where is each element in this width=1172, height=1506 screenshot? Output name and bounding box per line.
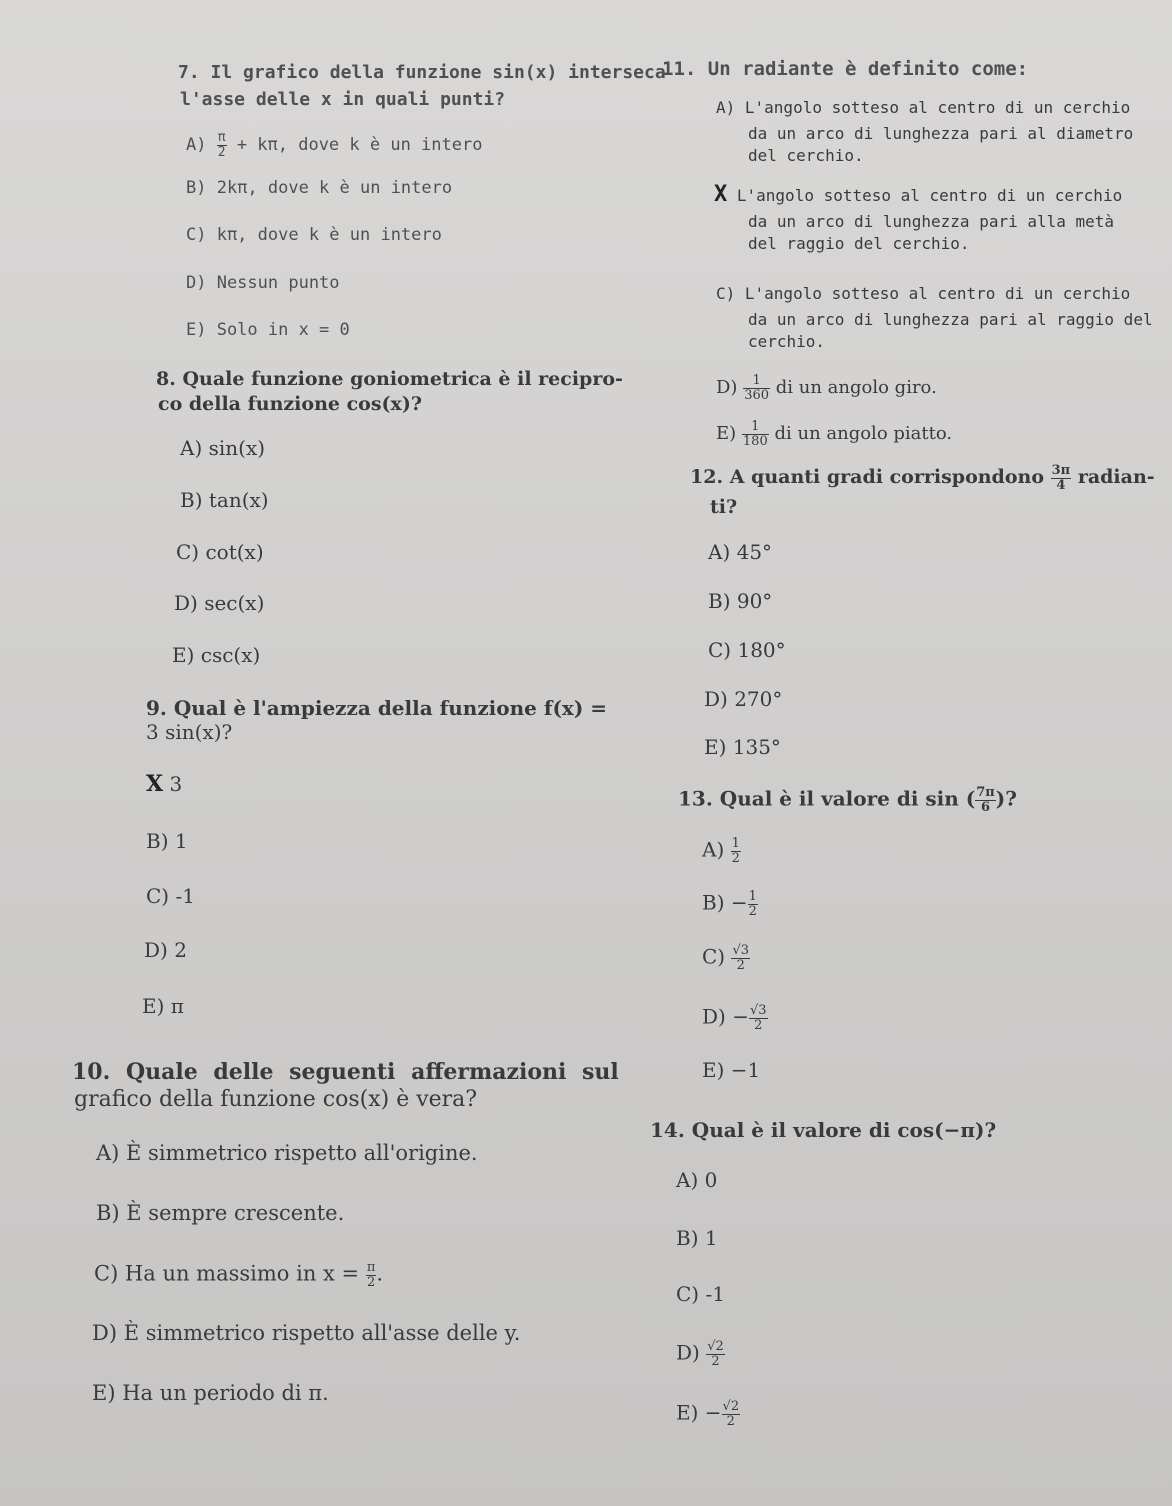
q14-text: Qual è il valore di cos(−π)? xyxy=(691,1118,997,1142)
q11-option-b-line1: X L'angolo sotteso al centro di un cerchio xyxy=(714,182,1123,207)
q7-option-e: E) Solo in x = 0 xyxy=(186,320,350,340)
q8-option-d: D) sec(x) xyxy=(174,591,265,615)
q7-text-line1: Il grafico della funzione sin(x) interseca xyxy=(210,62,666,83)
q11-option-d: D) $\frac{1}{360}$ di un angolo giro. xyxy=(716,373,937,403)
q11-option-c-line2: da un arco di lunghezza pari al raggio del xyxy=(748,310,1153,329)
q11-option-c-line1: C) L'angolo sotteso al centro di un cerchio xyxy=(716,284,1131,303)
q11-option-b-line3: del raggio del cerchio. xyxy=(748,234,970,253)
q12-number: 12. xyxy=(690,466,724,489)
q13-question: 13. Qual è il valore di sin ( $\frac{7\pi}{6}$ )? xyxy=(678,785,1017,815)
q12-option-a: A) 45° xyxy=(708,540,773,564)
q13-fraction: $\frac{7\pi}{6}$ xyxy=(976,785,995,815)
q7-option-a-fraction: $\frac{\pi}{2}$ xyxy=(217,130,226,160)
q11-number: 11. xyxy=(662,58,697,80)
q9-option-e: E) π xyxy=(142,994,184,1018)
q12-fraction: $\frac{3\pi}{4}$ xyxy=(1051,463,1071,493)
q11-option-c-line3: cerchio. xyxy=(748,332,826,351)
q9-text-line1: Qual è l'ampiezza della funzione f(x) = xyxy=(173,696,608,720)
q13-number: 13. xyxy=(678,786,713,811)
q10-option-d: D) È simmetrico rispetto all'asse delle y. xyxy=(92,1321,521,1345)
q10-option-c: C) Ha un massimo in x = $\frac{\pi}{2}$ . xyxy=(94,1260,384,1290)
q14-option-a: A) 0 xyxy=(676,1168,718,1192)
q13-option-b: B) − $\frac{1}{2}$ xyxy=(702,889,757,919)
q10-option-c-fraction: $\frac{\pi}{2}$ xyxy=(366,1260,376,1290)
q9-option-c: C) -1 xyxy=(146,884,195,908)
q11-question xyxy=(662,58,1028,81)
q12-option-d: D) 270° xyxy=(704,687,783,711)
q7-option-a: A) $\frac{\pi}{2}$ + kπ, dove k è un intero xyxy=(186,130,483,160)
q13-option-e: E) −1 xyxy=(702,1058,761,1082)
q13-option-a: A) $\frac{1}{2}$ xyxy=(702,836,740,866)
q10-text-line1: Quale delle seguenti affermazioni sul xyxy=(125,1059,619,1085)
q14-option-d: D) $\frac{√2}{2}$ xyxy=(676,1339,724,1369)
q14-question xyxy=(650,1118,996,1142)
q9-text-line2: 3 sin(x)? xyxy=(146,720,233,744)
q9-option-a: X 3 xyxy=(146,771,183,797)
q8-number: 8. xyxy=(156,368,176,390)
q14-option-e: E) − $\frac{√2}{2}$ xyxy=(676,1399,740,1429)
q8-question xyxy=(156,368,623,391)
q14-option-b: B) 1 xyxy=(676,1226,718,1250)
q8-text-line2: co della funzione cos(x)? xyxy=(158,393,422,415)
q9-answer-cross-mark: X xyxy=(146,771,164,797)
q7-text-line2: l'asse delle x in quali punti? xyxy=(180,89,506,110)
q8-option-c: C) cot(x) xyxy=(176,540,264,564)
q12-question: 12. A quanti gradi corrispondono $\frac{3\pi}{4}$ radian- xyxy=(690,463,1155,493)
q10-option-a: A) È simmetrico rispetto all'origine. xyxy=(96,1141,478,1165)
q10-option-e: E) Ha un periodo di π. xyxy=(92,1381,329,1405)
q9-option-b: B) 1 xyxy=(146,829,188,853)
q12-option-c: C) 180° xyxy=(708,638,786,662)
q9-number: 9. xyxy=(146,696,167,720)
q11-option-b-line2: da un arco di lunghezza pari alla metà xyxy=(748,212,1115,231)
q10-text-line2: grafico della funzione cos(x) è vera? xyxy=(74,1087,478,1112)
q10-option-b: B) È sempre crescente. xyxy=(96,1201,345,1225)
q13-option-c: C) $\frac{√3}{2}$ xyxy=(702,943,750,973)
q9-question xyxy=(146,696,607,720)
q11-option-d-fraction: $\frac{1}{360}$ xyxy=(744,373,770,403)
q10-number: 10. xyxy=(72,1059,111,1085)
q11-option-e: E) $\frac{1}{180}$ di un angolo piatto. xyxy=(716,419,953,449)
q7-option-b: B) 2kπ, dove k è un intero xyxy=(186,178,453,198)
q11-text: Un radiante è definito come: xyxy=(707,58,1029,80)
q9-option-d: D) 2 xyxy=(144,938,187,962)
q8-option-b: B) tan(x) xyxy=(180,488,269,512)
q7-option-d: D) Nessun punto xyxy=(186,273,340,293)
q14-option-c: C) -1 xyxy=(676,1282,725,1306)
q8-option-a: A) sin(x) xyxy=(180,436,266,460)
q14-number: 14. xyxy=(650,1118,685,1142)
q12-option-b: B) 90° xyxy=(708,589,773,613)
q11-option-a-line2: da un arco di lunghezza pari al diametro xyxy=(748,124,1134,143)
q7-number: 7. xyxy=(178,62,200,83)
q11-option-a-line1: A) L'angolo sotteso al centro di un cerchio xyxy=(716,98,1131,117)
q7-option-c: C) kπ, dove k è un intero xyxy=(186,225,442,245)
q11-answer-cross-mark: X xyxy=(714,182,728,207)
q13-option-d: D) − $\frac{√3}{2}$ xyxy=(702,1003,767,1033)
q7-question xyxy=(178,62,666,84)
q8-text-line1: Quale funzione goniometrica è il recipro- xyxy=(182,368,623,390)
q12-option-e: E) 135° xyxy=(704,735,781,759)
q10-question xyxy=(72,1059,619,1085)
q11-option-a-line3: del cerchio. xyxy=(748,146,864,165)
q8-option-e: E) csc(x) xyxy=(172,643,261,667)
q11-option-e-fraction: $\frac{1}{180}$ xyxy=(742,419,768,449)
q12-text-line2: ti? xyxy=(710,496,738,518)
